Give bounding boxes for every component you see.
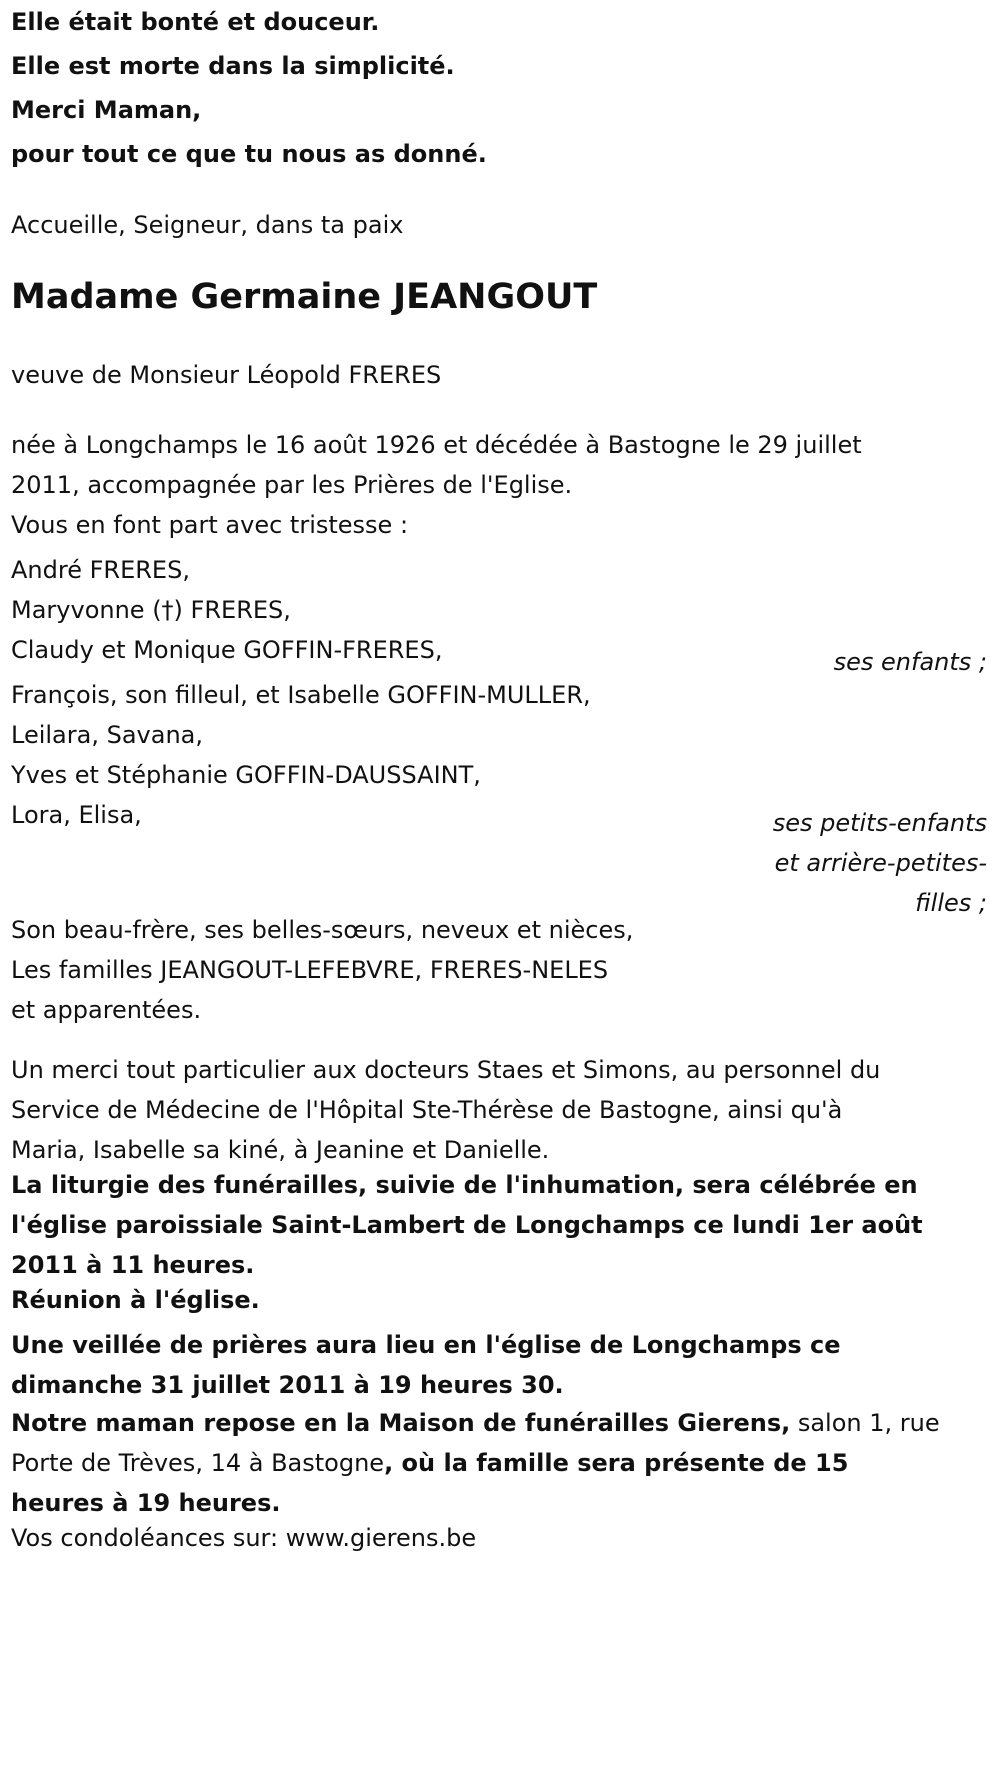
grandchildren-label-line: et arrière-petites- bbox=[774, 849, 987, 877]
thanks-line: Un merci tout particulier aux docteurs Staes et Simons, au personnel du bbox=[11, 1056, 881, 1084]
poem-line: Merci Maman, bbox=[11, 96, 202, 124]
list-item: André FRERES, bbox=[11, 556, 190, 584]
rest-normal: salon 1, rue bbox=[790, 1409, 940, 1437]
list-item: Claudy et Monique GOFFIN-FRERES, bbox=[11, 636, 443, 664]
liturgy-line: La liturgie des funérailles, suivie de l'inhumation, sera célébrée en bbox=[11, 1171, 918, 1199]
thanks-line: Maria, Isabelle sa kiné, à Jeanine et Danielle. bbox=[11, 1136, 550, 1164]
birth-death-line: 2011, accompagnée par les Prières de l'Eglise. bbox=[11, 471, 573, 499]
liturgy bbox=[11, 1165, 923, 1285]
deceased-name: Madame Germaine JEANGOUT bbox=[11, 277, 598, 317]
rest-bold: Notre maman repose en la Maison de funérailles Gierens, bbox=[11, 1409, 791, 1437]
liturgy-line: 2011 à 11 heures. bbox=[11, 1251, 255, 1279]
list-item: Lora, Elisa, bbox=[11, 801, 142, 829]
grandchildren-label bbox=[773, 803, 987, 923]
rest-info bbox=[11, 1403, 940, 1523]
poem-line: Elle était bonté et douceur. bbox=[11, 8, 380, 36]
list-item: Leilara, Savana, bbox=[11, 721, 203, 749]
grandchildren-list bbox=[11, 675, 591, 835]
thanks-line: Service de Médecine de l'Hôpital Ste-Thérèse de Bastogne, ainsi qu'à bbox=[11, 1096, 843, 1124]
birth-death bbox=[11, 425, 862, 505]
rest-normal: Porte de Trèves, 14 à Bastogne bbox=[11, 1449, 385, 1477]
rest-bold: , où la famille sera présente de 15 bbox=[384, 1449, 849, 1477]
liturgy-line: l'église paroissiale Saint-Lambert de Longchamps ce lundi 1er août bbox=[11, 1211, 923, 1239]
family-list bbox=[11, 910, 633, 1030]
list-item: François, son filleul, et Isabelle GOFFIN-MULLER, bbox=[11, 681, 591, 709]
vigil bbox=[11, 1325, 840, 1405]
list-item: Maryvonne (†) FRERES, bbox=[11, 596, 291, 624]
grandchildren-label-line: filles ; bbox=[915, 889, 987, 917]
vigil-line: Une veillée de prières aura lieu en l'église de Longchamps ce bbox=[11, 1331, 841, 1359]
rest-line bbox=[11, 1443, 940, 1483]
children-label: ses enfants ; bbox=[833, 648, 987, 676]
announce: Vous en font part avec tristesse : bbox=[11, 511, 409, 539]
rest-line: heures à 19 heures. bbox=[11, 1489, 281, 1517]
list-item: Les familles JEANGOUT-LEFEBVRE, FRERES-NELES bbox=[11, 956, 609, 984]
list-item: et apparentées. bbox=[11, 996, 202, 1024]
poem-line: pour tout ce que tu nous as donné. bbox=[11, 140, 487, 168]
children-list bbox=[11, 550, 442, 670]
rest-line bbox=[11, 1403, 940, 1443]
condolences: Vos condoléances sur: www.gierens.be bbox=[11, 1524, 477, 1552]
list-item: Son beau-frère, ses belles-sœurs, neveux et nièces, bbox=[11, 916, 634, 944]
poem-line: Elle est morte dans la simplicité. bbox=[11, 52, 455, 80]
poem bbox=[11, 2, 487, 174]
meeting: Réunion à l'église. bbox=[11, 1286, 260, 1314]
prayer: Accueille, Seigneur, dans ta paix bbox=[11, 211, 404, 239]
thanks bbox=[11, 1050, 880, 1170]
widow-of: veuve de Monsieur Léopold FRERES bbox=[11, 361, 442, 389]
list-item: Yves et Stéphanie GOFFIN-DAUSSAINT, bbox=[11, 761, 481, 789]
grandchildren-label-line: ses petits-enfants bbox=[772, 809, 987, 837]
birth-death-line: née à Longchamps le 16 août 1926 et décédée à Bastogne le 29 juillet bbox=[11, 431, 862, 459]
vigil-line: dimanche 31 juillet 2011 à 19 heures 30. bbox=[11, 1371, 564, 1399]
